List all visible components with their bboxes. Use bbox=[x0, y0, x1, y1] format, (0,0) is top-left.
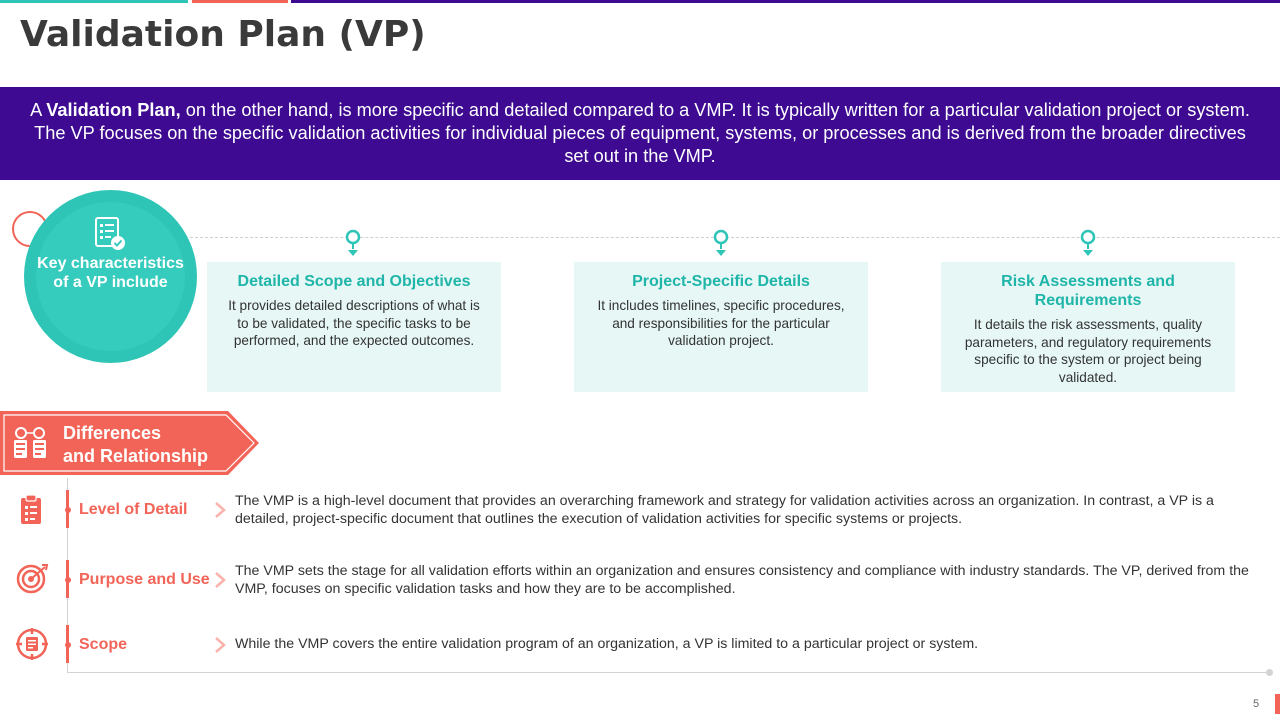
banner-text: on the other hand, is more specific and detailed compared to a VMP. It is typically written for a particular validation project or system. The VP focuses on the specific validation activities for individual pieces of equipment, systems, or processes and is derived from the broader directives set out in the VMP. bbox=[34, 100, 1250, 166]
card-risk-assessments bbox=[941, 262, 1235, 392]
row-label-scope: Scope bbox=[79, 636, 128, 653]
section-tag-line2: and Relationship bbox=[63, 446, 209, 466]
accent-bar-teal bbox=[0, 0, 188, 3]
row-marker-dot bbox=[65, 507, 71, 513]
banner-bold-term: Validation Plan, bbox=[46, 100, 181, 120]
card-title: Risk Assessments and Requirements bbox=[1001, 273, 1175, 309]
chevron-right-icon bbox=[214, 501, 226, 519]
comparison-icon bbox=[12, 426, 48, 462]
checklist-icon bbox=[93, 216, 127, 252]
section-tag-line1: Differences bbox=[63, 423, 162, 443]
chevron-right-icon bbox=[214, 636, 226, 654]
key-characteristics-label: Key characteristics of a VP include bbox=[37, 255, 184, 291]
row-text-scope: While the VMP covers the entire validation program of an organization, a VP is limited to a particular project or system. bbox=[235, 636, 979, 652]
banner-prefix: A bbox=[30, 100, 47, 120]
row-label-purpose-and-use: Purpose and Use bbox=[79, 571, 210, 588]
location-pin-icon bbox=[1079, 229, 1097, 257]
location-pin-icon bbox=[344, 229, 362, 257]
row-marker-dot bbox=[65, 577, 71, 583]
page-title: Validation Plan (VP) bbox=[20, 14, 426, 55]
card-text: It includes timelines, specific procedures, and responsibilities for the particular validation project. bbox=[597, 298, 845, 348]
scope-document-icon bbox=[15, 627, 49, 661]
baseline-end-dot bbox=[1266, 669, 1273, 676]
chevron-right-icon bbox=[214, 571, 226, 589]
page-number-accent bbox=[1275, 694, 1280, 714]
card-text: It details the risk assessments, quality parameters, and regulatory requirements specific to the system or project being validated. bbox=[964, 317, 1212, 385]
page-number: 5 bbox=[1253, 698, 1260, 710]
accent-bar-coral bbox=[192, 0, 288, 3]
location-pin-icon bbox=[712, 229, 730, 257]
card-detailed-scope bbox=[207, 262, 501, 392]
target-icon bbox=[15, 562, 49, 596]
rows-baseline bbox=[67, 672, 1270, 673]
row-text-purpose-and-use: The VMP sets the stage for all validation efforts within an organization and ensures consistency and compliance with industry standards. The VP, derived from the VMP, focuses on specific validation tasks and how they are to be accomplished. bbox=[235, 563, 1249, 597]
row-marker-dot bbox=[65, 642, 71, 648]
card-text: It provides detailed descriptions of what is to be validated, the specific tasks to be performed, and the expected outcomes. bbox=[228, 298, 480, 348]
intro-banner bbox=[0, 87, 1280, 180]
row-label-level-of-detail: Level of Detail bbox=[79, 501, 188, 518]
card-project-specific bbox=[574, 262, 868, 392]
card-title: Detailed Scope and Objectives bbox=[237, 273, 471, 290]
section-tag-label bbox=[63, 422, 208, 468]
clipboard-icon bbox=[15, 493, 49, 527]
row-text-level-of-detail: The VMP is a high-level document that provides an overarching framework and strategy for validation activities across an organization. In contrast, a VP is a detailed, project-specific document that outlines the execution of validation activities for specific systems or projects. bbox=[235, 493, 1214, 527]
accent-bar-purple bbox=[291, 0, 1280, 3]
card-title: Project-Specific Details bbox=[632, 273, 810, 290]
